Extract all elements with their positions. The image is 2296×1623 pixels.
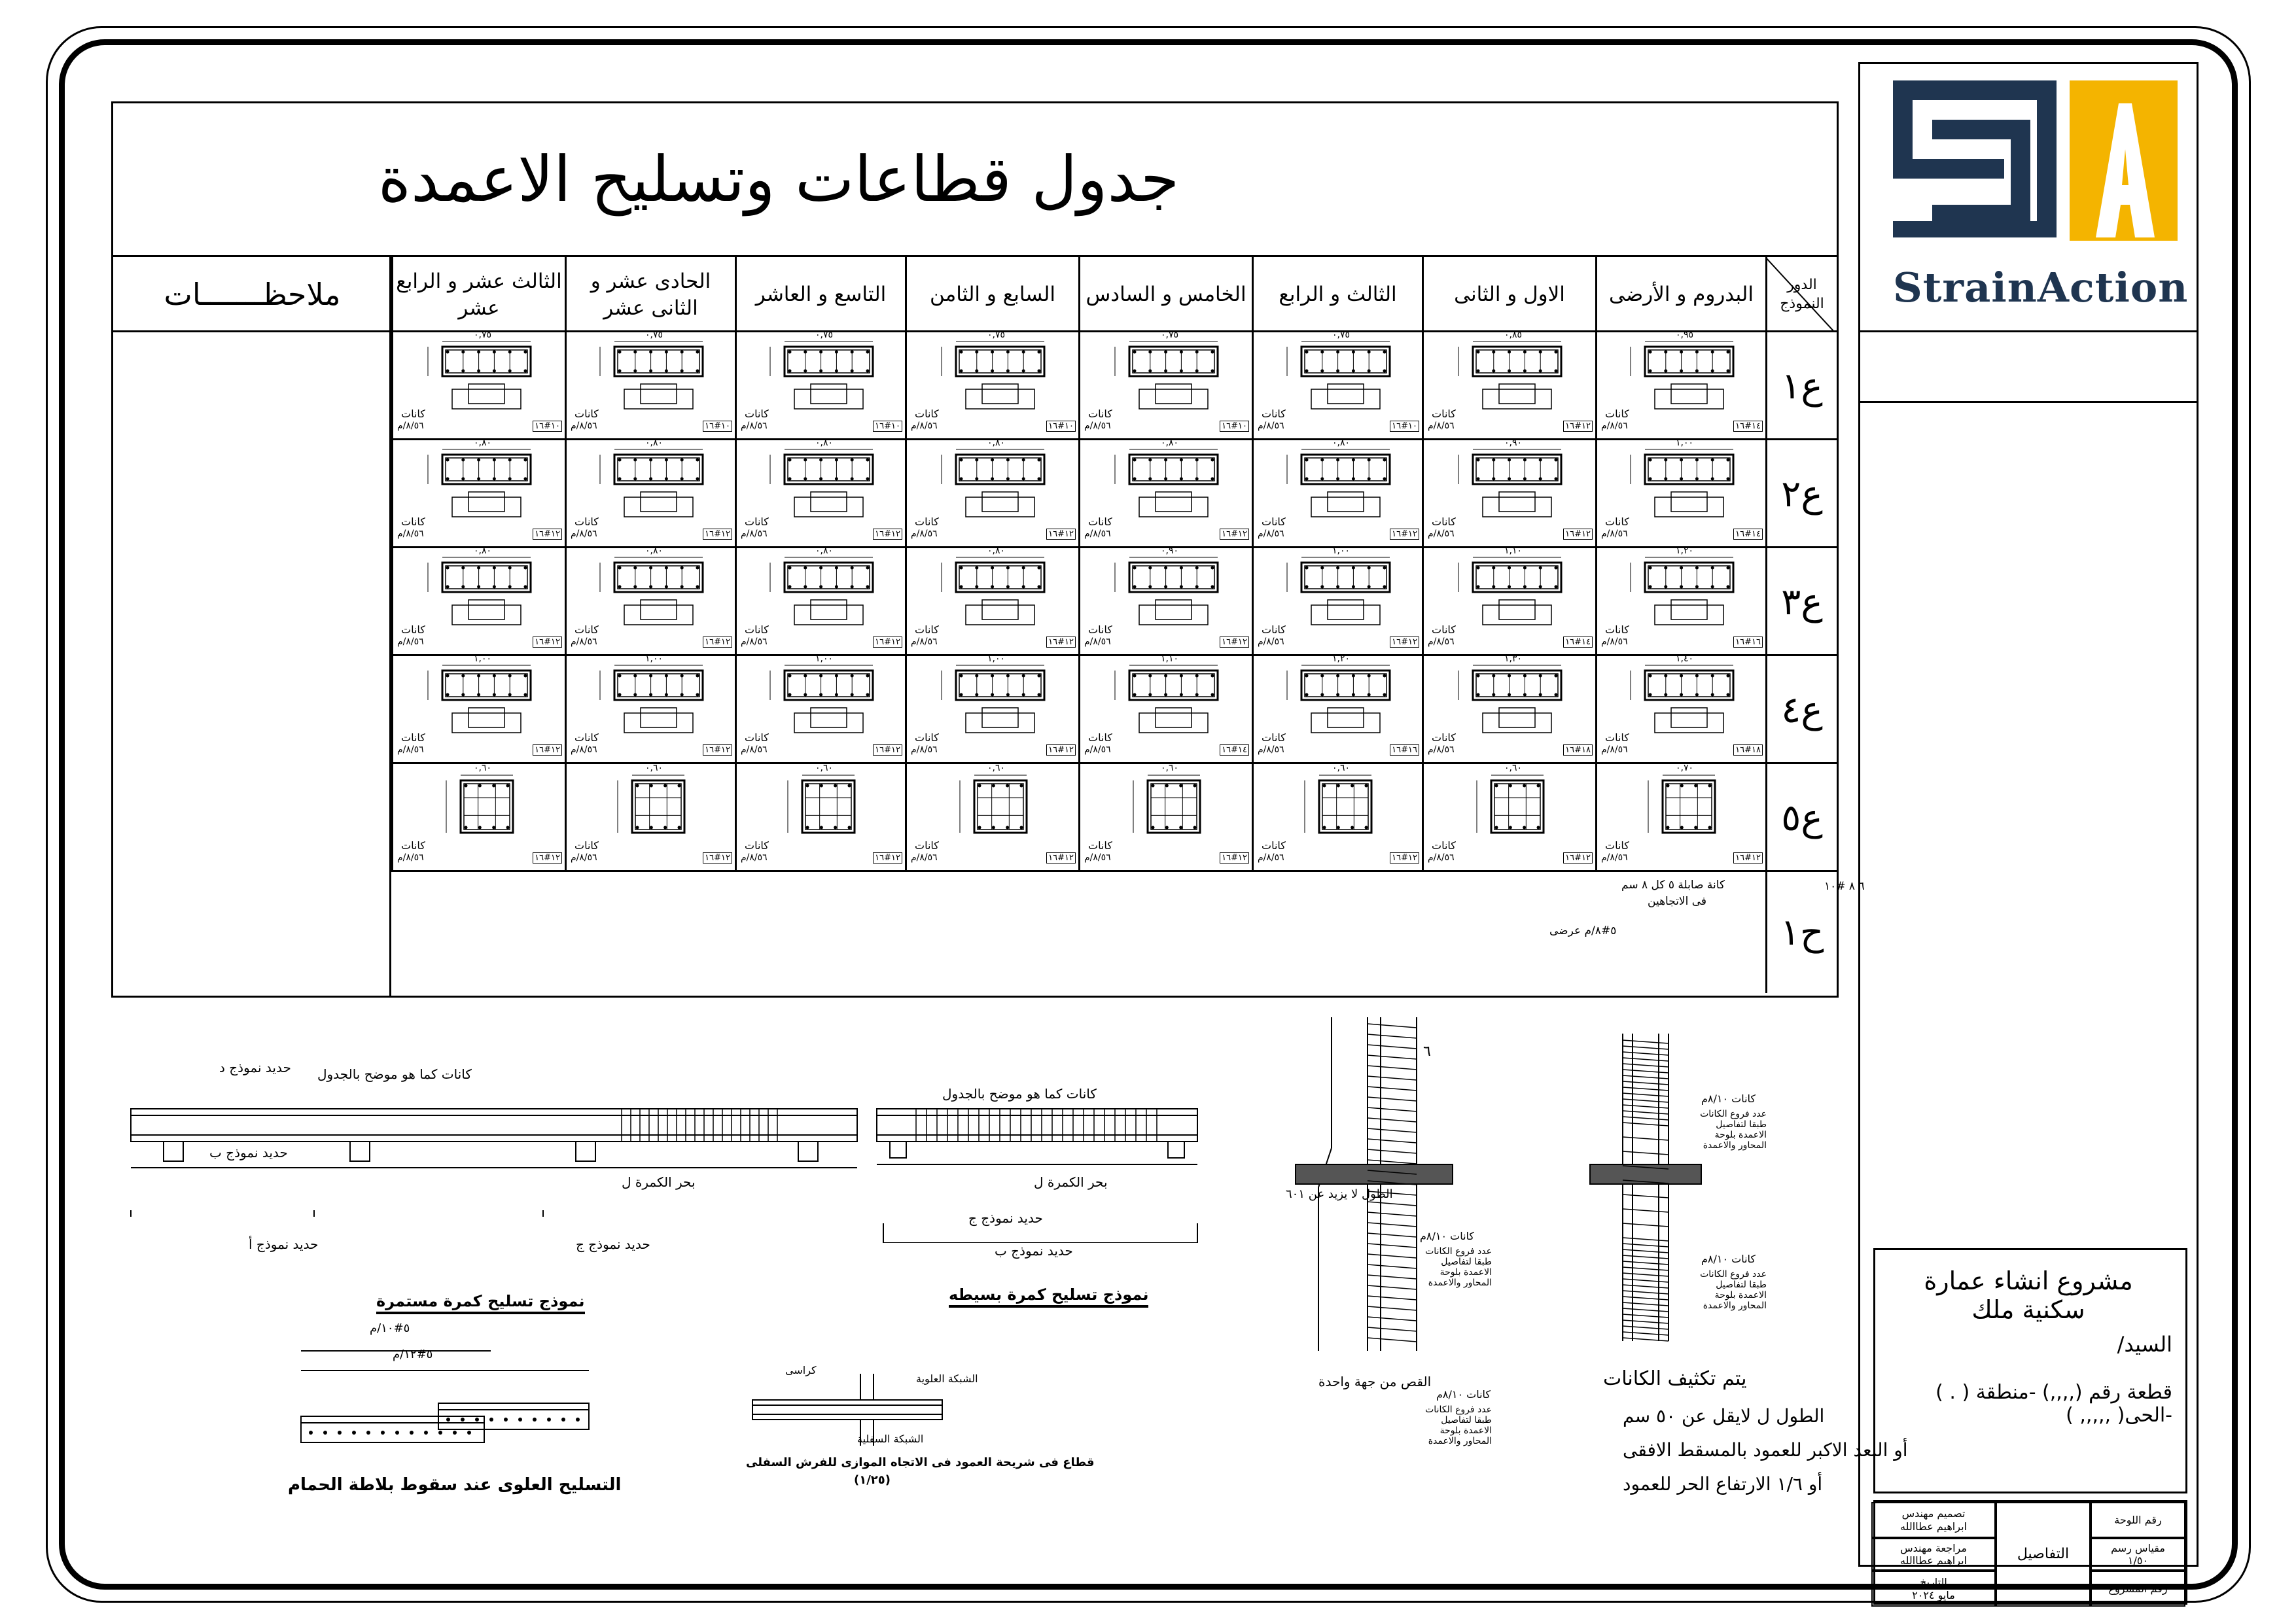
bars-label: ١٢#١٦ (703, 852, 732, 864)
stirrup-label: كانات (1432, 515, 1456, 528)
slab-chair: كراسى (785, 1364, 817, 1376)
section-width: ٠,٧٥ (474, 330, 492, 340)
stirrup-spec: ٨/٥٦/م (397, 637, 424, 647)
stirrup-spec: ٨/٥٦/م (1084, 744, 1111, 755)
stirrup-spec: ٨/٥٦/م (571, 744, 597, 755)
section-width: ٠,٨٠ (645, 438, 663, 448)
tb-content: التفاصيل (1996, 1502, 2091, 1607)
bars-label: ١٢#١٦ (533, 852, 562, 864)
section-cell (1595, 764, 1765, 872)
bars-label: ١٤#١٦ (1563, 637, 1593, 648)
section-cell (565, 332, 735, 440)
lap-stirrups: كانات ٨/١٠م (1420, 1230, 1475, 1242)
section-cell (1078, 440, 1252, 548)
tb-review (1871, 1538, 1996, 1571)
stirrup-label: كانات (1262, 515, 1286, 528)
blank-strip (1860, 332, 2197, 403)
stirrup-spec: ٨/٥٦/م (911, 421, 938, 431)
stirrup-spec: ٨/٥٦/م (911, 637, 938, 647)
stirrup-spec: ٨/٥٦/م (1601, 529, 1628, 539)
bars-label: ١٢#١٦ (1046, 637, 1076, 648)
section-width: ١,٠٠ (1332, 546, 1351, 556)
section-width: ٠,٦٠ (1332, 763, 1351, 773)
stirrup-label: كانات (745, 408, 769, 420)
tb-design-label: تصميم مهندس (1901, 1507, 1966, 1520)
bars-label: ١٢#١٦ (1390, 852, 1419, 864)
thickening-line-3: أو ١/٦ الارتفاع الحر للعمود (1623, 1473, 1823, 1495)
type-label-3: ع٣ (1765, 548, 1837, 656)
bars-label: ١٢#١٦ (1563, 852, 1593, 864)
section-width: ٠,٦٠ (815, 763, 834, 773)
section-width: ٠,٨٠ (987, 438, 1006, 448)
section-cell (1252, 332, 1422, 440)
floor-header-7: الحادى عشر و الثانى عشر (565, 257, 735, 332)
type-row-3 (391, 548, 1837, 656)
stirrup-label: كانات (1432, 623, 1456, 636)
tb-design (1871, 1502, 1996, 1538)
bars-label: ١٢#١٦ (1390, 529, 1419, 540)
wall-note-1: كانة صابلة ٥ كل ٨ سم (1621, 879, 1725, 892)
type-row-1 (391, 332, 1837, 440)
stirrup-spec: ٨/٥٦/م (1258, 421, 1284, 431)
lap-caption: القص من جهة واحدة (1318, 1374, 1432, 1389)
stirrup-spec: ٨/٥٦/م (1084, 852, 1111, 863)
bars-label: ١٢#١٦ (873, 637, 902, 648)
section-cell (1422, 764, 1595, 872)
type-row-6 (391, 872, 1865, 993)
simple-beam-stirrups: كانات كما هو موضح بالجدول (942, 1086, 1097, 1102)
bars-label: ١٢#١٦ (1220, 637, 1249, 648)
stirrup-label: كانات (915, 839, 939, 852)
section-cell (1252, 656, 1422, 764)
stirrup-label: كانات (745, 731, 769, 744)
bars-label: ١٢#١٦ (703, 744, 732, 756)
section-width: ٠,٨٥ (1504, 330, 1523, 340)
section-width: ٠,٧٥ (1332, 330, 1351, 340)
type-label-6: ح١ (1765, 872, 1837, 993)
slab-top-mesh: الشبكة العلوية (916, 1372, 978, 1385)
stirrup-label: كانات (1605, 515, 1629, 528)
stirrup-label: كانات (574, 408, 599, 420)
stirrup-spec: ٨/٥٦/م (741, 744, 768, 755)
plot-label: قطعة رقم (,,,,) -منطقة ( . ) -الحى( ,,,,, ) (1935, 1381, 2172, 1427)
section-cell (1595, 548, 1765, 656)
type-row-2 (391, 440, 1837, 548)
stirrup-label: كانات (401, 623, 425, 636)
section-cell (1078, 332, 1252, 440)
bars-label: ١٤#١٦ (1733, 421, 1763, 432)
stirrup-spec: ٨/٥٦/م (1258, 529, 1284, 539)
stirrup-label: كانات (1605, 408, 1629, 420)
section-cell (905, 548, 1078, 656)
bars-label: ١٠#١٦ (1390, 421, 1419, 432)
section-cell (1595, 440, 1765, 548)
stirrup-spec: ٨/٥٦/م (397, 421, 424, 431)
section-width: ٠,٧٥ (815, 330, 834, 340)
stirrup-label: كانات (401, 839, 425, 852)
floor-header-2: الاول و الثانى (1422, 257, 1595, 332)
stirrup-spec: ٨/٥٦/م (571, 421, 597, 431)
bars-label: ١٠#١٦ (1046, 421, 1076, 432)
stirrup-label: كانات (574, 839, 599, 852)
stirrup-spec: ٨/٥٦/م (1428, 637, 1455, 647)
slab-scale: (١/٢٥) (854, 1473, 891, 1487)
stirrup-spec: ٨/٥٦/م (1258, 637, 1284, 647)
section-width: ١,٠٠ (987, 654, 1006, 664)
corner-diagonal (1765, 257, 1835, 332)
section-width: ٠,٦٠ (474, 763, 492, 773)
section-cell (565, 656, 735, 764)
bars-label: ١٢#١٦ (1046, 852, 1076, 864)
floor-header-4: الخامس و السادس (1078, 257, 1252, 332)
bars-label: ١٢#١٦ (873, 852, 902, 864)
bath-mesh-1: ٥#١٠/م (370, 1321, 410, 1335)
stirrup-spec: ٨/٥٦/م (397, 852, 424, 863)
bars-label: ١٢#١٦ (1046, 529, 1076, 540)
section-width: ١,٠٠ (815, 654, 834, 664)
section-cell (1595, 656, 1765, 764)
section-cell (1078, 548, 1252, 656)
bars-label: ١٤#١٦ (1733, 529, 1763, 540)
stirrup-spec: ٨/٥٦/م (1428, 852, 1455, 863)
section-width: ٠,٨٠ (474, 546, 492, 556)
stirrup-label: كانات (1088, 839, 1112, 852)
bars-label: ١٦#١٦ (1390, 744, 1419, 756)
tb-project-no: رقم المشروع (2091, 1571, 2185, 1607)
stirrup-label: كانات (1432, 731, 1456, 744)
stirrup-spec: ٨/٥٦/م (911, 852, 938, 863)
tb-scale-label: مقياس رسم (2111, 1541, 2165, 1554)
section-cell (905, 656, 1078, 764)
stirrup-spec: ٨/٥٦/م (1258, 852, 1284, 863)
bars-label: ١٦#١٦ (1733, 637, 1763, 648)
bars-label: ١٢#١٦ (533, 529, 562, 540)
stirrup-label: كانات (915, 623, 939, 636)
stirrup-label: كانات (915, 731, 939, 744)
type-label-2: ع٢ (1765, 440, 1837, 548)
section-width: ٠,٨٠ (474, 438, 492, 448)
tb-sheet-label: رقم اللوحة (2091, 1502, 2185, 1538)
notes-header: ملاحظـــــــات (164, 276, 341, 312)
columns-schedule-table (111, 101, 1865, 998)
floor-header-1: البدروم و الأرضى (1595, 257, 1765, 332)
stirrup-spec: ٨/٥٦/م (741, 852, 768, 863)
bars-label: ١٠#١٦ (1220, 421, 1249, 432)
bars-label: ١٨#١٦ (1563, 744, 1593, 756)
cont-beam-bar-a: حديد نموذج أ (249, 1236, 319, 1252)
section-cell (565, 440, 735, 548)
section-cell (735, 548, 905, 656)
slab-bottom-mesh: الشبكة السفلية (857, 1433, 924, 1445)
title-panel (1858, 62, 2199, 1601)
notes-column (113, 332, 391, 998)
stirrup-spec: ٨/٥٦/م (1084, 421, 1111, 431)
section-width: ٠,٨٠ (645, 546, 663, 556)
owner-label: السيد/ (2117, 1332, 2172, 1357)
tb-review-label: مراجعة مهندس (1900, 1541, 1967, 1554)
type-label-1: ع١ (1765, 332, 1837, 440)
thk-stirrups-2: كانات ٨/١٠م (1701, 1253, 1756, 1265)
bars-label: ١٠#١٦ (533, 421, 562, 432)
section-cell (735, 440, 905, 548)
type-label-4: ع٤ (1765, 656, 1837, 764)
section-cell (1078, 764, 1252, 872)
bars-label: ١٠#١٦ (703, 421, 732, 432)
tb-reviewer: ابراهيم عطاالله (1900, 1554, 1967, 1567)
bars-label: ١٢#١٦ (703, 529, 732, 540)
bars-label: ١٢#١٦ (1563, 421, 1593, 432)
bath-mesh-2: ٥#١٢/م (393, 1348, 433, 1361)
section-cell (735, 764, 905, 872)
stirrup-label: كانات (401, 408, 425, 420)
section-width: ٠,٨٠ (815, 438, 834, 448)
cont-beam-span: بحر الكمرة ل (622, 1174, 696, 1190)
section-width: ٠,٩٥ (1676, 330, 1694, 340)
thk-stirrups-desc-1: عدد فروع الكانات طبقا لتفاصيل الاعمدة بلوحة المحاور والاعمدة (1700, 1109, 1767, 1151)
bars-label: ١٢#١٦ (1563, 529, 1593, 540)
stirrup-spec: ٨/٥٦/م (1084, 637, 1111, 647)
stirrup-label: كانات (574, 515, 599, 528)
stirrup-spec: ٨/٥٦/م (571, 852, 597, 863)
section-width: ٠,٩٠ (1161, 546, 1179, 556)
cont-beam-bar-c: حديد نموذج ج (576, 1236, 650, 1252)
section-cell (905, 440, 1078, 548)
stirrup-label: كانات (1432, 839, 1456, 852)
section-cell (1252, 548, 1422, 656)
stirrup-label: كانات (574, 623, 599, 636)
cont-beam-stirrups: كانات كما هو موضح بالجدول (317, 1066, 472, 1082)
section-width: ١,٠٠ (645, 654, 663, 664)
strainaction-logo (1860, 64, 2200, 260)
stirrup-spec: ٨/٥٦/م (911, 529, 938, 539)
stirrup-spec: ٨/٥٦/م (911, 744, 938, 755)
corner-floor-label: الدور (1787, 276, 1817, 293)
section-cell (1078, 656, 1252, 764)
floor-header-5: السابع و الثامن (905, 257, 1078, 332)
section-cell (565, 548, 735, 656)
bars-label: ١٢#١٦ (1733, 852, 1763, 864)
type-row-4 (391, 656, 1837, 764)
section-cell (735, 656, 905, 764)
title-block (1873, 1500, 2187, 1605)
bars-label: ١٢#١٦ (533, 637, 562, 648)
tb-date (1871, 1571, 1996, 1607)
stirrup-spec: ٨/٥٦/م (1601, 852, 1628, 863)
section-cell (391, 656, 565, 764)
stirrup-spec: ٨/٥٦/م (1428, 421, 1455, 431)
section-width: ١,٢٠ (1676, 546, 1694, 556)
tb-scale (2091, 1538, 2185, 1571)
stirrup-label: كانات (915, 408, 939, 420)
thk-stirrups-desc-2: عدد فروع الكانات طبقا لتفاصيل الاعمدة بلوحة المحاور والاعمدة (1700, 1269, 1767, 1311)
simple-beam-bar-c: حديد نموذج ج (968, 1210, 1043, 1226)
section-width: ١,١٠ (1161, 654, 1179, 664)
bars-label: ١٢#١٦ (703, 637, 732, 648)
lap-stirrups-2: كانات ٨/١٠م (1436, 1388, 1491, 1401)
stirrup-label: كانات (1088, 515, 1112, 528)
section-width: ١,٣٠ (1504, 654, 1523, 664)
section-width: ٠,٦٠ (1161, 763, 1179, 773)
table-title: جدول قطاعات وتسليح الاعمدة (378, 143, 1180, 216)
simple-beam-bar-b: حديد نموذج ب (995, 1243, 1073, 1259)
logo-box (1860, 64, 2197, 332)
lap-col-num: ٦ (1423, 1043, 1431, 1060)
section-cell (905, 764, 1078, 872)
stirrup-spec: ٨/٥٦/م (1258, 744, 1284, 755)
stirrup-spec: ٨/٥٦/م (1084, 529, 1111, 539)
type-label-5: ع٥ (1765, 764, 1837, 872)
stirrup-label: كانات (1088, 408, 1112, 420)
tb-scale-value: ١/٥٠ (2127, 1554, 2149, 1567)
bars-label: ١٢#١٦ (1046, 744, 1076, 756)
project-box (1873, 1248, 2187, 1493)
stirrup-spec: ٨/٥٦/م (571, 529, 597, 539)
section-width: ٠,٩٠ (1504, 438, 1523, 448)
bars-label: ١٠#١٦ (873, 421, 902, 432)
section-width: ٠,٦٠ (987, 763, 1006, 773)
bath-caption: التسليح العلوى عند سقوط بلاطة الحمام (288, 1475, 622, 1495)
section-width: ٠,٦٠ (645, 763, 663, 773)
bath-slab-detail (275, 1321, 602, 1452)
stirrup-label: كانات (401, 515, 425, 528)
section-width: ١,٤٠ (1676, 654, 1694, 664)
lap-stirrups-desc: عدد فروع الكانات طبقا لتفاصيل الاعمدة بلوحة المحاور والاعمدة (1425, 1246, 1492, 1288)
cont-beam-bar-d: حديد نموذج د (219, 1060, 291, 1075)
stirrup-label: كانات (745, 623, 769, 636)
section-width: ٠,٧٥ (645, 330, 663, 340)
stirrup-spec: ٨/٥٦/م (741, 637, 768, 647)
type-row-5 (391, 764, 1837, 872)
lap-note: الطول لا يزيد عن ٦٠١ (1286, 1187, 1393, 1201)
stirrup-label: كانات (1605, 839, 1629, 852)
bars-label: ١٤#١٦ (1220, 744, 1249, 756)
stirrup-spec: ٨/٥٦/م (741, 529, 768, 539)
section-width: ٠,٧٠ (1676, 763, 1694, 773)
stirrup-spec: ٨/٥٦/م (1601, 637, 1628, 647)
section-cell (565, 764, 735, 872)
section-cell (1252, 764, 1422, 872)
section-cell (905, 332, 1078, 440)
header-row (113, 257, 1837, 332)
stirrup-label: كانات (1262, 839, 1286, 852)
section-cell (391, 548, 565, 656)
bars-label: ١٢#١٦ (873, 744, 902, 756)
notes-separator (389, 332, 391, 998)
floor-header-3: الثالث و الرابع (1252, 257, 1422, 332)
section-cell (391, 332, 565, 440)
section-width: ١,١٠ (1504, 546, 1523, 556)
section-cell (1252, 440, 1422, 548)
stirrup-label: كانات (1262, 623, 1286, 636)
floor-header-8: الثالث عشر و الرابع عشر (391, 257, 565, 332)
section-width: ٠,٨٠ (1161, 438, 1179, 448)
logo-text: StrainAction (1893, 264, 2189, 311)
stirrup-label: كانات (745, 839, 769, 852)
tb-date-value: مايو ٢٠٢٤ (1912, 1588, 1955, 1601)
section-cell (1422, 548, 1595, 656)
bars-label: ١٨#١٦ (1733, 744, 1763, 756)
stirrup-spec: ٨/٥٦/م (397, 529, 424, 539)
section-cell (1422, 440, 1595, 548)
lap-stirrups-desc-2: عدد فروع الكانات طبقا لتفاصيل الاعمدة بلوحة المحاور والاعمدة (1425, 1405, 1492, 1446)
project-title: مشروع انشاء عمارة سكنية ملك (1924, 1266, 2133, 1324)
section-width: ٠,٧٥ (987, 330, 1006, 340)
corner-type-label: النموذج (1780, 295, 1824, 312)
section-width: ٠,٨٠ (987, 546, 1006, 556)
slab-caption: قطاع فى شريحة العمود فى الاتجاه الموازى للفرش السفلى (746, 1456, 1095, 1469)
stirrup-label: كانات (745, 515, 769, 528)
stirrup-label: كانات (1262, 731, 1286, 744)
thickening-line-2: أو البعد الاكبر للعمود بالمسقط الافقى (1623, 1439, 1908, 1461)
bars-label: ١٢#١٦ (533, 744, 562, 756)
bars-label: ١٢#١٦ (1390, 637, 1419, 648)
section-cell (1595, 332, 1765, 440)
section-cell (1422, 656, 1595, 764)
stirrup-spec: ٨/٥٦/م (1601, 421, 1628, 431)
section-cell (735, 332, 905, 440)
wall-note-2: فى الاتجاهين (1648, 895, 1707, 908)
stirrup-label: كانات (401, 731, 425, 744)
section-width: ١,٠٠ (1676, 438, 1694, 448)
thickening-title: يتم تكثيف الكانات (1603, 1367, 1747, 1390)
stirrup-label: كانات (1605, 623, 1629, 636)
stirrup-spec: ٨/٥٦/م (397, 744, 424, 755)
simple-beam-caption: نموذج تسليح كمرة بسيطه (949, 1285, 1148, 1308)
cont-beam-caption: نموذج تسليح كمرة مستمرة (376, 1292, 585, 1314)
tb-date-label: التاريخ (1920, 1576, 1947, 1589)
section-cell (1422, 332, 1595, 440)
wall-note-4: ٥#٨/م عرضى (1549, 924, 1617, 937)
wall-note-3: ٦ ٨ #١٠ (1824, 880, 1865, 893)
stirrup-label: كانات (1088, 731, 1112, 744)
section-width: ٠,٨٠ (815, 546, 834, 556)
stirrup-label: كانات (1432, 408, 1456, 420)
section-cell (391, 440, 565, 548)
stirrup-spec: ٨/٥٦/م (1428, 529, 1455, 539)
slab-strip-detail (746, 1374, 955, 1459)
thk-stirrups-1: كانات ٨/١٠م (1701, 1092, 1756, 1105)
header-separator (389, 257, 391, 332)
stirrup-spec: ٨/٥٦/م (1601, 744, 1628, 755)
tb-designer: ابراهيم عطاالله (1900, 1520, 1967, 1533)
section-width: ٠,٦٠ (1504, 763, 1523, 773)
section-width: ١,٢٠ (1332, 654, 1351, 664)
floor-header-6: التاسع و العاشر (735, 257, 905, 332)
stirrup-spec: ٨/٥٦/م (1428, 744, 1455, 755)
bars-label: ١٢#١٦ (1220, 852, 1249, 864)
section-width: ٠,٧٥ (1161, 330, 1179, 340)
section-width: ١,٠٠ (474, 654, 492, 664)
stirrup-spec: ٨/٥٦/م (571, 637, 597, 647)
stirrup-label: كانات (574, 731, 599, 744)
thickening-line-1: الطول ل لايقل عن ٥٠ سم (1623, 1405, 1825, 1427)
simple-beam-span: بحر الكمرة ل (1034, 1174, 1108, 1190)
cont-beam-bar-b: حديد نموذج ب (209, 1145, 288, 1161)
bars-label: ١٢#١٦ (873, 529, 902, 540)
stirrup-label: كانات (1088, 623, 1112, 636)
section-width: ٠,٨٠ (1332, 438, 1351, 448)
table-title-row (113, 103, 1837, 257)
stirrup-label: كانات (915, 515, 939, 528)
stirrup-label: كانات (1262, 408, 1286, 420)
stirrup-label: كانات (1605, 731, 1629, 744)
bars-label: ١٢#١٦ (1220, 529, 1249, 540)
section-cell (391, 764, 565, 872)
stirrup-spec: ٨/٥٦/م (741, 421, 768, 431)
